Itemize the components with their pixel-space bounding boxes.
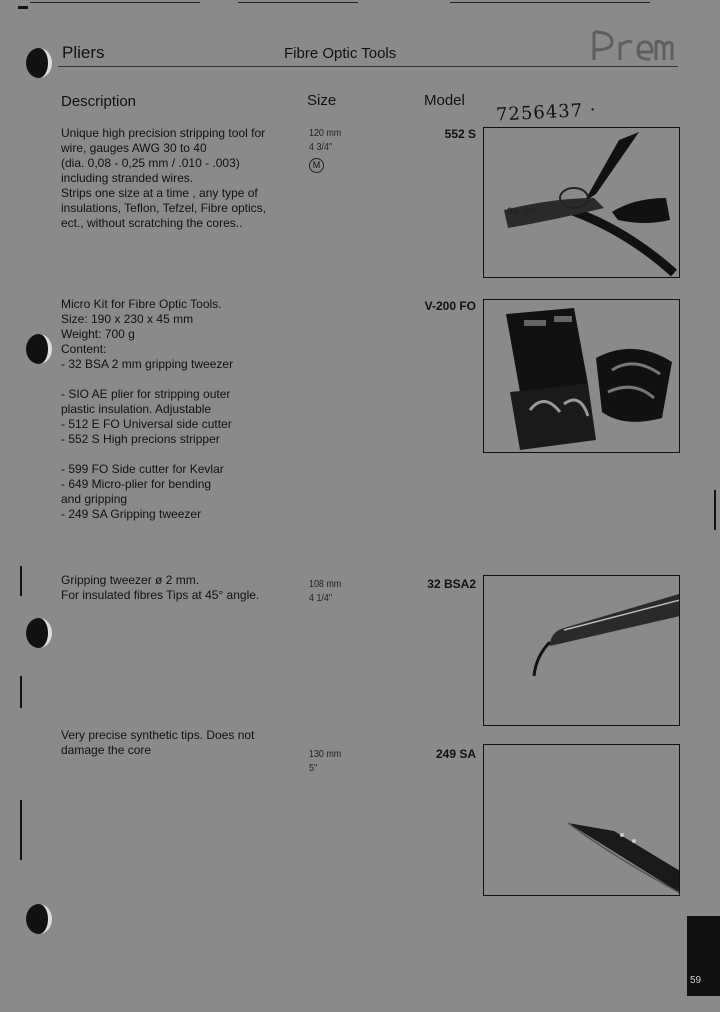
binder-mark: [20, 676, 22, 708]
punch-hole: [26, 334, 52, 364]
binder-mark: [20, 566, 22, 596]
size-badge: [309, 155, 324, 173]
product-size-mm: 108 mm: [309, 578, 342, 590]
product-description: Very precise synthetic tips. Does not damage the core: [61, 728, 255, 757]
handwritten-note: 7256437 ·: [495, 99, 598, 126]
product-size-mm: 120 mm: [309, 127, 342, 139]
page-title: Pliers: [62, 43, 105, 62]
product-model: V-200 FO: [424, 299, 476, 313]
product-model: 552 S: [444, 127, 476, 141]
binder-mark: [714, 490, 716, 530]
product-photo-synthetic-tweezer: [483, 744, 680, 896]
top-rule-left: [30, 2, 200, 3]
product-photo-tweezer: [483, 575, 680, 726]
svg-text:.04 .05: .04 .05: [504, 207, 536, 217]
top-rule-far: [450, 2, 650, 3]
punch-hole: [26, 48, 52, 78]
page-number: 59: [690, 975, 702, 986]
product-model: 249 SA: [435, 747, 476, 761]
product-description: Unique high precision stripping tool for wire, gauges AWG 30 to 40 (dia. 0,08 - 0,25 mm / .010 - .003) including stranded wires. Strips one size at a time , any type of insulations, Teflon, Tefzel, Fibre optics, ect., without scratching the cores..: [61, 126, 266, 230]
punch-hole: [26, 904, 52, 934]
header-rule: [58, 66, 678, 67]
punch-hole: [26, 618, 52, 648]
product-photo-kit: [483, 299, 680, 453]
product-photo-stripper: [483, 127, 680, 278]
product-description: Gripping tweezer ø 2 mm. For insulated fibres Tips at 45° angle.: [61, 573, 260, 602]
product-size-in: 4 3/4": [309, 141, 333, 153]
m-badge-icon: M: [309, 158, 324, 173]
binder-mark: [20, 800, 22, 860]
column-heading-size: Size: [307, 92, 337, 109]
top-rule-right: [238, 2, 358, 3]
product-size-mm: 130 mm: [309, 748, 342, 760]
corner-mark: [18, 6, 28, 9]
product-description: Micro Kit for Fibre Optic Tools. Size: 190 x 230 x 45 mm Weight: 700 g Content: - 32 BSA 2 mm gripping tweezer - SIO AE plier for stripping outer plastic insulation. Adjustable - 512 E FO Universal side cutter - 552 S High precions stripper - 599 FO Side cutter for Kevlar - 649 Micro-plier for bending and gripping - 249 SA Gripping tweezer: [61, 297, 234, 521]
column-heading-model: Model: [424, 92, 465, 109]
product-size-in: 4 1/4": [309, 592, 333, 604]
section-subtitle: Fibre Optic Tools: [284, 45, 397, 62]
product-size-in: 5": [309, 762, 318, 774]
product-model: 32 BSA2: [427, 577, 476, 591]
column-heading-description: Description: [61, 93, 137, 110]
